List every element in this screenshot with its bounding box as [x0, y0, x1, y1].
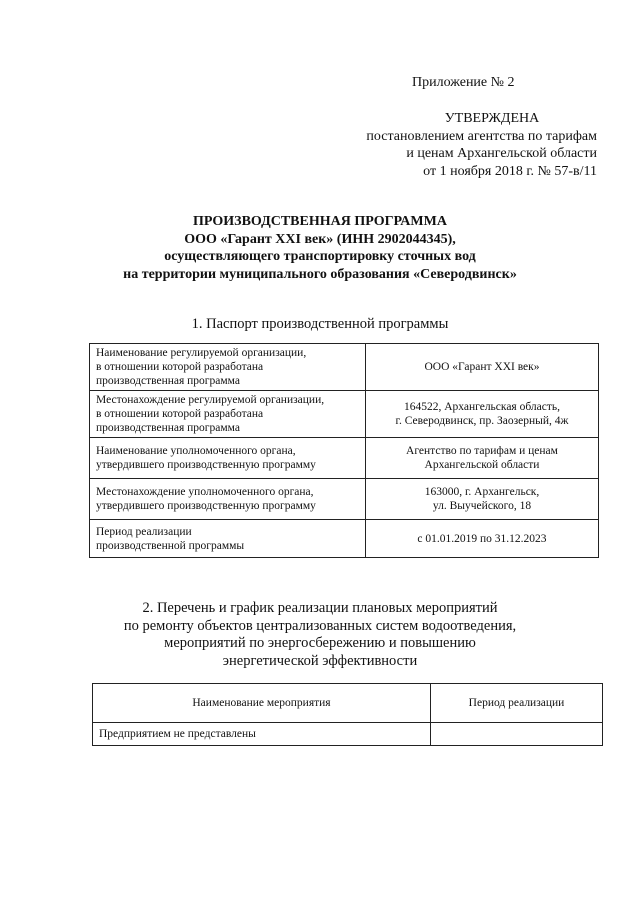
table-row [90, 344, 599, 391]
cell-text: Наименование регулируемой организации, [96, 347, 307, 359]
table-cell [431, 723, 603, 746]
section-2-heading [40, 600, 600, 670]
table-row [90, 520, 599, 558]
title-line: ООО «Гарант XXI век» (ИНН 2902044345), [184, 231, 456, 247]
cell-text: Местонахождение уполномоченного органа, [96, 486, 314, 498]
title-line: на территории муниципального образования «Северодвинск» [123, 266, 517, 282]
cell-text: утвердившего производственную программу [96, 459, 316, 471]
approval-line: постановлением агентства по тарифам [366, 128, 597, 144]
column-header-measure: Наименование мероприятия [93, 684, 431, 723]
cell-text: Агентство по тарифам и ценам [406, 445, 558, 457]
title-line: осуществляющего транспортировку сточных вод [164, 249, 476, 264]
cell-text: ООО «Гарант XXI век» [424, 361, 540, 373]
table-row [90, 479, 599, 520]
section-heading-text: мероприятий по энергосбережению и повышению [164, 635, 476, 651]
table-header-row [93, 684, 603, 723]
section-heading-text: 2. Перечень и график реализации плановых мероприятий [142, 600, 498, 616]
table-row [90, 391, 599, 438]
table-row [90, 438, 599, 479]
approval-stamp-title: УТВЕРЖДЕНА [444, 111, 540, 126]
table-cell-value [366, 520, 599, 558]
approval-date-line: от 1 ноября 2018 г. № 57-в/11 [423, 163, 597, 179]
table-cell-value [366, 344, 599, 391]
table-cell-label [90, 520, 366, 558]
cell-text: производственная программа [96, 375, 240, 387]
document-title [40, 213, 600, 283]
column-header-period: Период реализации [431, 684, 603, 723]
cell-text: г. Северодвинск, пр. Заозерный, 4ж [395, 415, 569, 427]
section-heading-text: 1. Паспорт производственной программы [191, 316, 449, 332]
section-heading-text: энергетической эффективности [222, 652, 418, 669]
approval-block [337, 110, 597, 180]
passport-table [89, 343, 599, 558]
cell-text: в отношении которой разработана [96, 361, 264, 373]
cell-text: в отношении которой разработана [96, 408, 264, 420]
cell-text: ул. Выучейского, 18 [432, 500, 532, 512]
section-heading-text: по ремонту объектов централизованных систем водоотведения, [123, 617, 517, 634]
table-cell-value [366, 438, 599, 479]
cell-text: 164522, Архангельская область, [403, 401, 560, 413]
table-cell-value [366, 479, 599, 520]
table-cell-label [90, 391, 366, 438]
measures-table [92, 683, 603, 746]
appendix-number: Приложение № 2 [412, 75, 515, 90]
approval-line: и ценам Архангельской области [406, 146, 597, 161]
table-cell-label [90, 479, 366, 520]
table-cell-value [366, 391, 599, 438]
table-cell: Предприятием не представлены [93, 723, 431, 746]
cell-text: 163000, г. Архангельск, [424, 486, 540, 498]
table-cell-label [90, 344, 366, 391]
cell-text: утвердившего производственную программу [96, 500, 316, 512]
cell-text: производственной программы [96, 539, 245, 552]
cell-text: Период реализации [96, 525, 192, 538]
title-line: ПРОИЗВОДСТВЕННАЯ ПРОГРАММА [193, 214, 447, 229]
table-cell-label [90, 438, 366, 479]
cell-text: с 01.01.2019 по 31.12.2023 [417, 532, 547, 545]
cell-text: Архангельской области [424, 459, 540, 471]
cell-text: Местонахождение регулируемой организации, [96, 394, 325, 406]
section-1-heading [40, 316, 600, 334]
cell-text: Наименование уполномоченного органа, [96, 445, 296, 457]
cell-text: производственная программа [96, 422, 240, 434]
table-row [93, 723, 603, 746]
